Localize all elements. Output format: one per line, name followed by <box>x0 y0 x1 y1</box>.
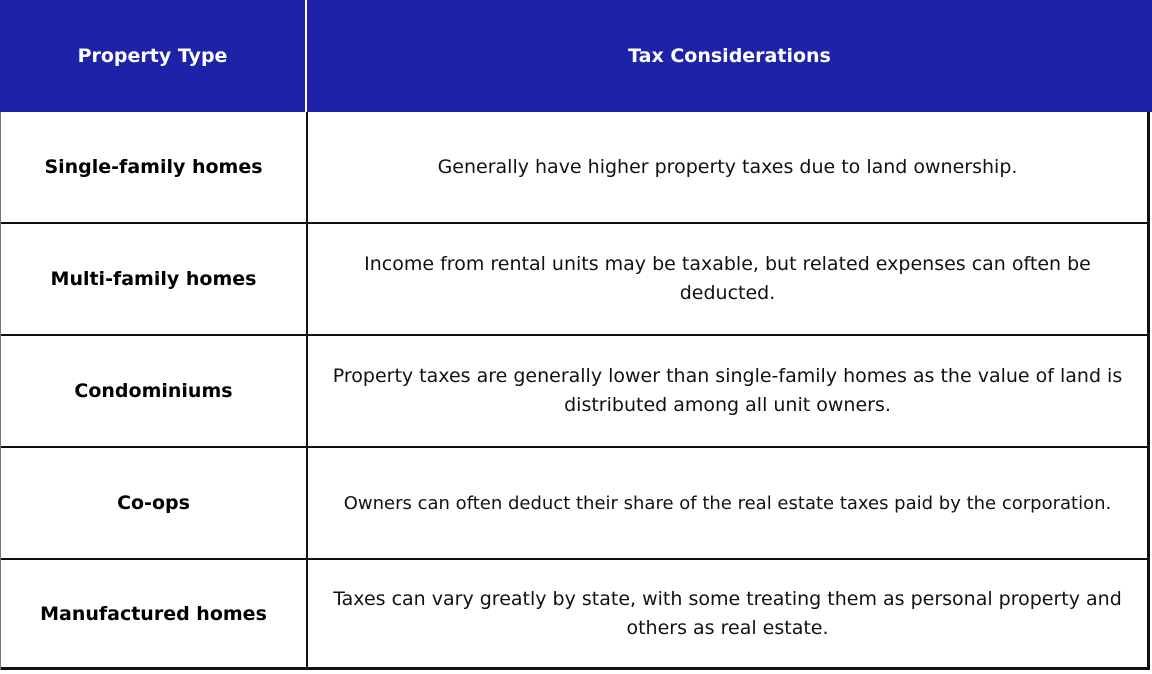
table-row <box>1 448 1147 560</box>
tax-considerations-cell: Owners can often deduct their share of the real estate taxes paid by the corporation. <box>343 492 1112 514</box>
property-type-cell: Manufactured homes <box>1 560 308 667</box>
property-type-cell: Single-family homes <box>1 112 308 222</box>
property-type-cell: Co-ops <box>1 448 308 558</box>
property-type-cell: Multi-family homes <box>1 224 308 334</box>
header-property-type: Property Type <box>0 0 307 112</box>
table-row <box>1 336 1147 448</box>
table-row <box>1 224 1147 336</box>
table-row <box>1 112 1147 224</box>
table-header <box>0 0 1152 112</box>
tax-considerations-cell: Property taxes are generally lower than single-family homes as the value of land is distributed among all unit owners. <box>332 365 1123 416</box>
property-type-cell: Condominiums <box>1 336 308 446</box>
table-row <box>1 560 1147 670</box>
tax-considerations-cell: Generally have higher property taxes due to land ownership. <box>437 155 1018 178</box>
tax-considerations-cell: Income from rental units may be taxable, but related expenses can often be deducted. <box>364 253 1091 304</box>
table-body <box>0 112 1150 670</box>
tax-considerations-cell: Taxes can vary greatly by state, with some treating them as personal property and others as real estate. <box>333 587 1122 639</box>
header-tax-considerations: Tax Considerations <box>628 45 831 67</box>
